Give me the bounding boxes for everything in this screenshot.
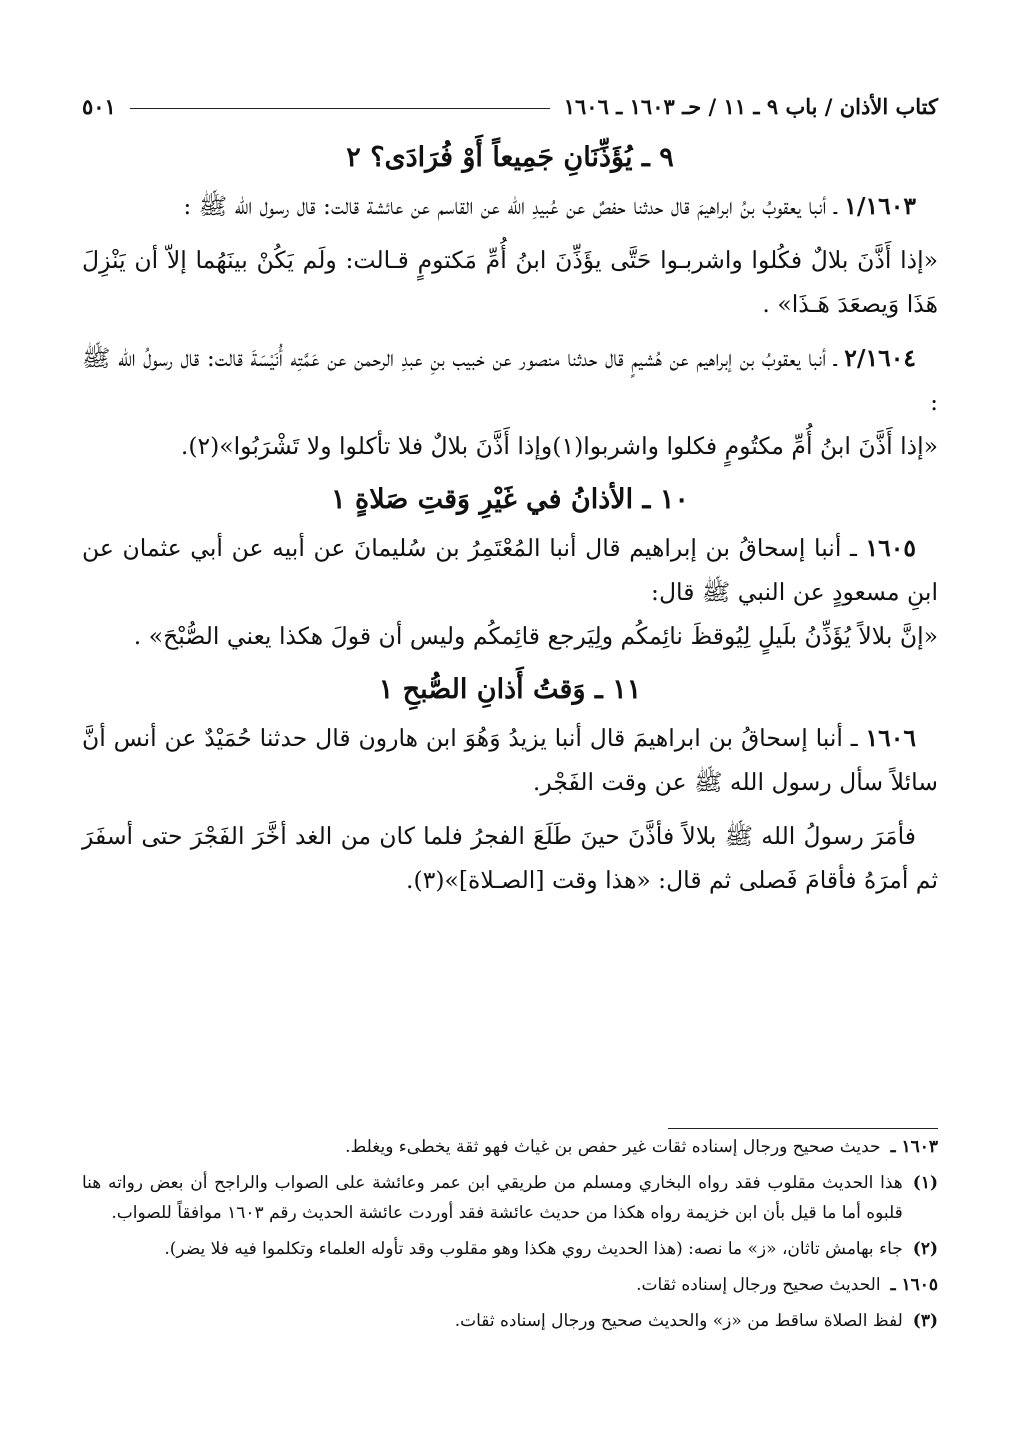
footnotes xyxy=(82,1132,938,1342)
hadith-paragraph xyxy=(82,424,938,468)
hadith-paragraph xyxy=(82,336,938,424)
footnote-mark: (١) xyxy=(912,1173,938,1193)
hadith-paragraph xyxy=(82,238,938,326)
footnote-text: الحديث صحيح ورجال إسناده ثقات. xyxy=(636,1275,881,1295)
hadith-number: ١٦٠٦ xyxy=(865,724,916,752)
footnote-mark: ١٦٠٥ ـ xyxy=(890,1275,938,1295)
hadith-paragraph xyxy=(82,184,938,228)
hadith-text: فأمَرَ رسولُ الله ﷺ بلالاً فأذَّنَ حينَ طَلَعَ الفجرُ فلما كان من الغد أخَّرَ الفَجْرَ حتى أسفَرَ ثم أمرَهُ فأقامَ فَصلى ثم قال: «هذا وقت [الصـلاة]»(٣). xyxy=(82,822,938,894)
hadith-text: «إذا أَذَّنَ بلالٌ فكُلوا واشربـوا حَتَّى يؤَذِّنَ ابنُ أُمِّ مَكتومٍ قـالت: ولَم يَكُنْ بينَهُما إلاّ أن يَنْزِلَ هَذَا وَيصعَدَ هَـذَا» . xyxy=(82,246,938,318)
section-heading: ٩ ـ يُؤَذِّنَانِ جَمِيعاً أَوْ فُرَادَى؟ ٢ xyxy=(346,142,674,173)
hadith-text: ـ أنبا يعقوبُ بن إبراهيم عن هُشيمٍ قال حدثنا منصور عن خبيب بنِ عبدِ الرحمن عن عَمَّتِه أُنَيْسَةَ قالت: قال رسولُ الله ﷺ : xyxy=(82,344,938,416)
running-head xyxy=(82,86,938,126)
page-number: ٥٠١ xyxy=(82,93,116,119)
hadith-paragraph xyxy=(82,614,938,658)
hadith-number: ٢/١٦٠٤ xyxy=(844,344,916,372)
header-rule xyxy=(130,108,550,109)
footnote-mark: (٣) xyxy=(912,1311,938,1331)
footnote xyxy=(82,1132,938,1162)
hadith-paragraph xyxy=(82,526,938,614)
footnote xyxy=(82,1306,938,1336)
footnote-mark: ١٦٠٣ ـ xyxy=(890,1137,938,1157)
footnote-text: جاء بهامش تاثان، «ز» ما نصه: (هذا الحديث روي هكذا وهو مقلوب وقد تأوله العلماء وتكلموا فيه فلا يضر). xyxy=(164,1239,903,1259)
footnote-mark: (٢) xyxy=(912,1239,938,1259)
page-body xyxy=(82,86,938,902)
footnote xyxy=(82,1168,938,1228)
hadith-text: ـ أنبا يعقوبُ بنُ ابراهيمَ قال حدثنا حفصٌ عن عُبيدِ الله عن القاسم عن عائشة قالت: قال رسول الله ﷺ : xyxy=(183,192,845,220)
hadith-number: ١/١٦٠٣ xyxy=(844,192,916,220)
footnote xyxy=(82,1234,938,1264)
hadith-paragraph xyxy=(82,814,938,902)
footnote-rule xyxy=(668,1128,938,1129)
footnote-text: هذا الحديث مقلوب فقد رواه البخاري ومسلم من طريقي ابن عمر وعائشة على الصواب والراجح أن بعض رواته هنا قلبوه أما ما قيل بأن ابن خزيمة رواه هكذا من حديث عائشة فقد أوردت عائشة الحديث رقم ١٦٠٣ موافقاً للصواب. xyxy=(82,1173,903,1223)
hadith-paragraph xyxy=(82,716,938,804)
footnote xyxy=(82,1270,938,1300)
section-heading: ١١ ـ وَقتُ أَذانِ الصُّبحِ ١ xyxy=(378,674,642,705)
hadith-number: ١٦٠٥ xyxy=(865,534,916,562)
footnote-text: لفظ الصلاة ساقط من «ز» والحديث صحيح ورجال إسناده ثقات. xyxy=(454,1311,903,1331)
footnote-text: حديث صحيح ورجال إسناده ثقات غير حفص بن غياث فهو ثقة يخطىء ويغلط. xyxy=(345,1137,881,1157)
hadith-text: ـ أنبا إسحاقُ بن إبراهيم قال أنبا المُعْتَمِرُ بن سُليمانَ عن أبيه عن أبي عثمان عن ابنِ مسعودٍ عن النبي ﷺ قال: xyxy=(82,534,938,606)
hadith-text: «إنَّ بلالاً يُؤَذِّنُ بلَيلٍ لِيُوقظَ نائِمكُم ولِيَرجع قائِمكُم وليس أن قولَ هكذا يعني الصُّبْحَ» . xyxy=(133,622,938,650)
hadith-text: ـ أنبا إسحاقُ بن ابراهيمَ قال أنبا يزيدُ وَهُوَ ابن هارون قال حدثنا حُمَيْدٌ عن أنس أنَّ سائلاً سأل رسول الله ﷺ عن وقت الفَجْر. xyxy=(82,724,938,796)
hadith-text: «إذا أَذَّنَ ابنُ أُمِّ مكتُومٍ فكلوا واشربوا(١)وإذا أَذَّنَ بلالٌ فلا تأكلوا ولا تَشْرَبُوا»(٢). xyxy=(180,432,938,460)
section-heading: ١٠ ـ الأذانُ في غَيْرِ وَقتِ صَلاةٍ ١ xyxy=(331,484,689,515)
running-head-title: كتاب الأذان / باب ٩ ـ ١١ / حـ ١٦٠٣ ـ ١٦٠٦ xyxy=(563,93,938,119)
